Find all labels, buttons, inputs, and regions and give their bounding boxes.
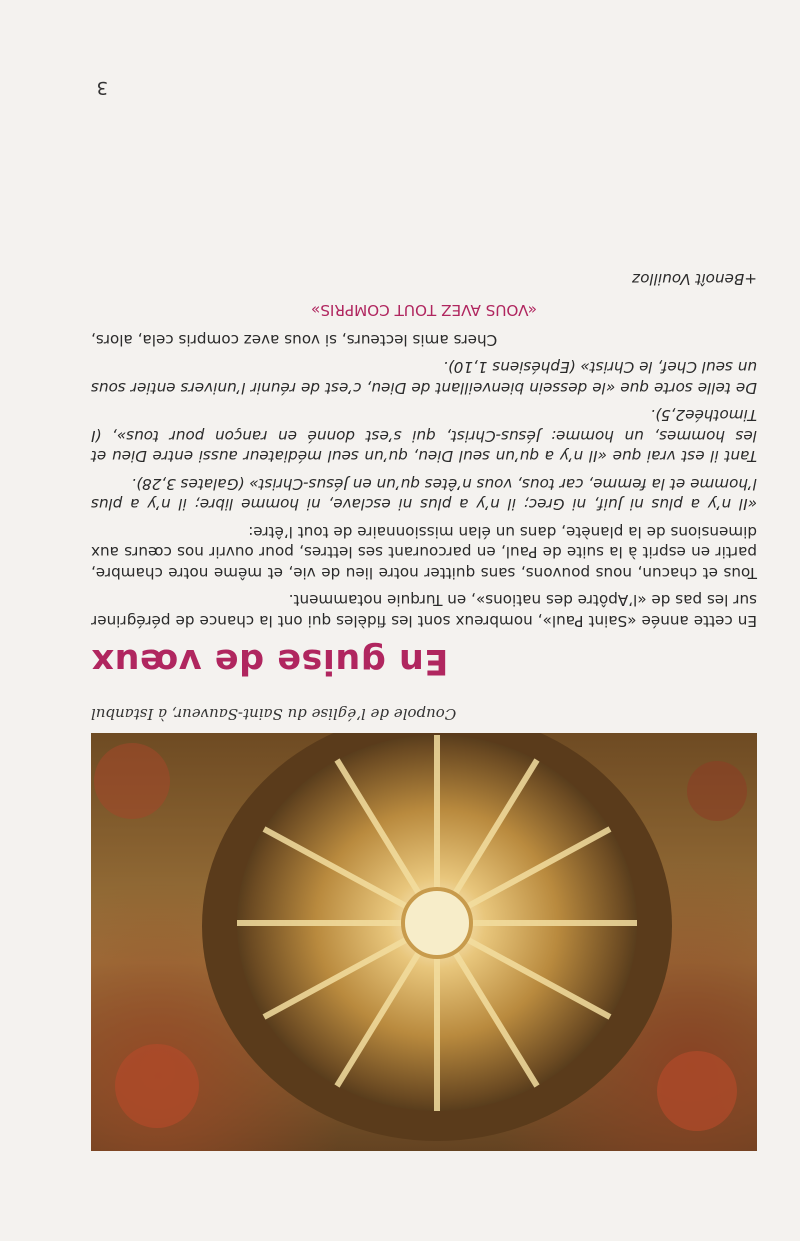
paragraph-2: Tous et chacun, nous pouvons, sans quitter notre lieu de vie, et même notre chambre, partir en esprit à la suite de Paul, en parcourant ses lettres, pour ouvrir nos cœurs aux dimensions de la planète, dans un élan missionnaire de tout l’être: [91,523,757,582]
article-heading: En guise de vœux [91,641,449,681]
signature: +Benoît Vouilloz [632,270,757,288]
dome-photo [91,733,757,1151]
article-body [91,270,757,631]
motto: «VOUS AVEZ TOUT COMPRIS» [311,301,537,319]
paragraph-4: Tant il est vrai que «Il n’y a qu’un seul Dieu, qu’un seul médiateur aussi entre Dieu et les hommes, un homme: Jésus-Christ, qui s’est donné en rançon pour tous», (I Timothée2,5). [91,406,757,466]
closing-line: Chers amis lecteurs, si vous avez compris cela, alors, [91,331,498,349]
paragraph-5: De telle sorte que «le dessein bienveillant de Dieu, c’est de réunir l’univers entier sous un seul Chef, le Christ» (Ephésiens 1,10). [91,358,757,397]
page-number: 3 [96,77,108,98]
photo-caption: Coupole de l’église du Saint-Sauveur, à Istanbul [91,705,457,723]
dome-mosaic-illustration [91,733,757,1151]
paragraph-1: En cette année «Saint Paul», nombreux sont les fidèles qui ont la chance de pérégriner sur les pas de «l’Apôtre des nations», en Turquie notamment. [91,591,757,630]
paragraph-3: «Il n’y a plus ni Juif, ni Grec; il n’y a plus ni esclave, ni homme libre; il n’y a plus l’homme et la femme, car tous, vous n’êtes qu’un en Jésus-Christ» (Galates 3,28). [91,475,757,514]
